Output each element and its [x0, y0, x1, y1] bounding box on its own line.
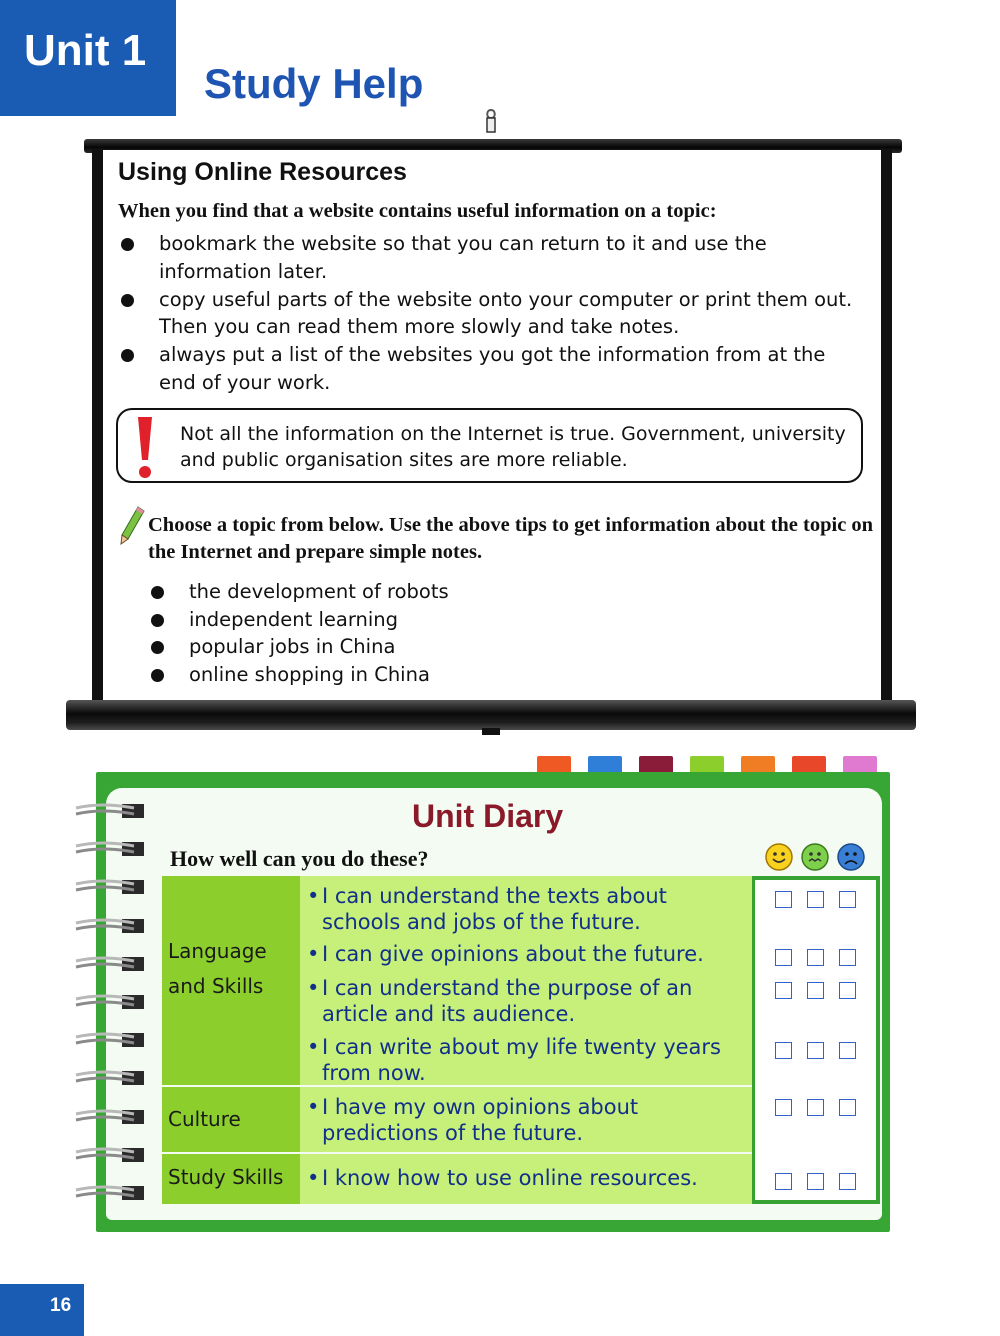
neutral-face-icon	[802, 844, 828, 870]
spiral-ring-icon	[72, 800, 152, 822]
spiral-ring-icon	[72, 1182, 152, 1204]
list-item: popular jobs in China	[148, 633, 449, 661]
rating-checkbox[interactable]	[807, 1173, 824, 1190]
rating-checkbox[interactable]	[775, 1042, 792, 1059]
category-column	[162, 876, 300, 1204]
bullet-icon: •	[307, 884, 320, 908]
section-title: Using Online Resources	[118, 158, 407, 186]
rating-checkboxes	[775, 949, 865, 966]
diary-item: • I can understand the purpose of an article and its audience.	[307, 976, 693, 1026]
rating-checkbox[interactable]	[807, 891, 824, 908]
diary-item: • I can write about my life twenty years from now.	[307, 1035, 721, 1085]
rating-faces	[764, 842, 868, 872]
bullet-icon: •	[307, 976, 320, 1000]
bullet-icon	[151, 669, 164, 682]
task-instruction: Choose a topic from below. Use the above tips to get information about the topic on the Internet and prepare simple notes.	[148, 514, 874, 563]
pencil-icon	[118, 505, 146, 545]
diary-item: • I can understand the texts about schools and jobs of the future.	[307, 884, 667, 934]
warning-note	[116, 408, 863, 483]
bullet-icon: •	[307, 1166, 320, 1190]
rating-checkbox[interactable]	[775, 949, 792, 966]
unit-label: Unit 1	[0, 0, 176, 116]
spiral-ring-icon	[72, 1029, 152, 1051]
rating-checkbox[interactable]	[839, 1173, 856, 1190]
rating-checkbox[interactable]	[839, 891, 856, 908]
category-study-skills: Study Skills	[168, 1165, 284, 1189]
spiral-ring-icon	[72, 1067, 152, 1089]
bullet-icon	[151, 614, 164, 627]
diary-item: • I have my own opinions about predictions of the future.	[307, 1095, 639, 1145]
rating-checkbox[interactable]	[775, 891, 792, 908]
rating-checkbox[interactable]	[839, 1099, 856, 1116]
bullet-icon: •	[307, 1095, 320, 1119]
intro-text: When you find that a website contains useful information on a topic:	[118, 200, 717, 222]
spiral-ring-icon	[72, 953, 152, 975]
rating-checkbox[interactable]	[807, 1099, 824, 1116]
diary-question: How well can you do these?	[170, 846, 429, 871]
rating-checkboxes	[775, 982, 865, 999]
spiral-ring-icon	[72, 1144, 152, 1166]
rating-checkbox[interactable]	[775, 982, 792, 999]
sad-face-icon	[838, 844, 864, 870]
category-culture: Culture	[168, 1107, 241, 1131]
tips-list	[118, 230, 858, 397]
spiral-binding	[72, 800, 152, 1220]
rating-checkboxes	[775, 1042, 865, 1059]
screen-hook-icon	[483, 108, 499, 134]
screen-bottom-bar	[66, 700, 916, 730]
spiral-ring-icon	[72, 991, 152, 1013]
rating-checkbox[interactable]	[839, 949, 856, 966]
rating-checkbox[interactable]	[775, 1173, 792, 1190]
list-item: the development of robots	[148, 578, 449, 606]
rating-checkbox[interactable]	[807, 982, 824, 999]
page-number: 16	[0, 1284, 84, 1336]
rating-checkbox[interactable]	[775, 1099, 792, 1116]
diary-item: • I know how to use online resources.	[307, 1166, 698, 1190]
rating-checkbox[interactable]	[839, 1042, 856, 1059]
row-divider	[162, 1152, 752, 1154]
bullet-icon: •	[307, 1035, 320, 1059]
rating-checkboxes	[775, 1173, 865, 1190]
screen-pull-handle	[482, 728, 500, 735]
bullet-icon	[121, 238, 134, 251]
bullet-icon	[121, 349, 134, 362]
bullet-icon	[151, 641, 164, 654]
rating-checkbox[interactable]	[839, 982, 856, 999]
list-item: independent learning	[148, 606, 449, 634]
diary-item: • I can give opinions about the future.	[307, 942, 704, 966]
rating-checkboxes	[775, 891, 865, 908]
checkbox-column	[752, 876, 880, 1204]
list-item: always put a list of the websites you got the information from at the end of your work.	[118, 341, 858, 396]
spiral-ring-icon	[72, 1106, 152, 1128]
spiral-ring-icon	[72, 838, 152, 860]
rating-checkbox[interactable]	[807, 1042, 824, 1059]
bullet-icon	[121, 294, 134, 307]
list-item: copy useful parts of the website onto your computer or print them out. Then you can read them more slowly and take notes.	[118, 286, 858, 341]
list-item: online shopping in China	[148, 661, 449, 689]
bullet-icon: •	[307, 942, 320, 966]
spiral-ring-icon	[72, 876, 152, 898]
spiral-ring-icon	[72, 915, 152, 937]
page-title: Study Help	[204, 60, 424, 107]
diary-title: Unit Diary	[412, 798, 564, 834]
category-language-skills: Language and Skills	[168, 939, 267, 998]
bullet-icon	[151, 586, 164, 599]
happy-face-icon	[766, 844, 792, 870]
note-text: Not all the information on the Internet is true. Government, university and public organisation sites are more reliable.	[180, 423, 846, 471]
topics-list	[148, 578, 449, 688]
list-item: bookmark the website so that you can return to it and use the information later.	[118, 230, 858, 285]
rating-checkboxes	[775, 1099, 865, 1116]
exclamation-icon	[134, 414, 156, 480]
rating-checkbox[interactable]	[807, 949, 824, 966]
